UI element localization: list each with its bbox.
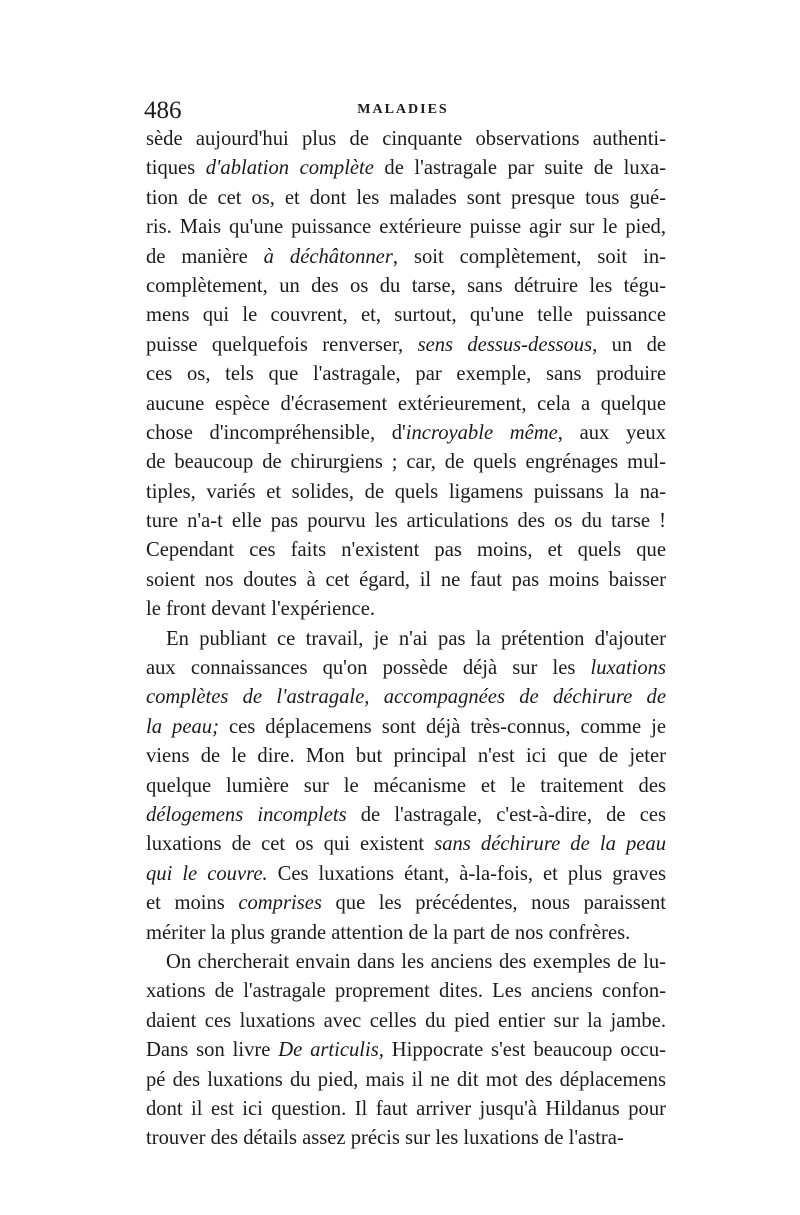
text-run: le front devant l'expérience. [146,598,375,621]
text-run: soient nos doutes à cet égard, il ne faut pas moins baisser [146,568,666,591]
text-run: complètement, un des os du tarse, sans détruire les tégu- [146,274,666,297]
text-line [146,625,666,654]
text-line [146,948,666,977]
text-line [146,536,666,565]
text-line [146,243,666,272]
text-run: mens qui le couvrent, et, surtout, qu'une telle puissance [146,304,666,327]
text-run: , un de [592,333,667,356]
italic-run: délogemens incomplets [146,803,347,826]
text-run: tiples, variés et solides, de quels ligamens puissans la na- [146,480,666,503]
text-run: aucune espèce d'écrasement extérieurement, cela a quelque [146,392,666,415]
text-line [146,272,666,301]
text-line [146,478,666,507]
text-line [146,889,666,918]
text-line [146,1036,666,1065]
text-run: de manière [146,245,264,268]
text-line [146,507,666,536]
italic-run: incroyable même [405,421,558,444]
text-run: ces os, tels que l'astragale, par exemple, sans produire [146,363,666,386]
italic-run: qui le couvre. [146,862,268,885]
text-run: de beaucoup de chirurgiens ; car, de quels engrénages mul- [146,451,666,474]
text-run: ris. Mais qu'une puissance extérieure puisse agir sur le pied, [146,216,666,239]
italic-run: d'ablation complète [205,157,374,180]
text-run: et moins [146,892,239,915]
text-run: , aux yeux [557,421,667,444]
text-line [146,331,666,360]
text-line [146,1007,666,1036]
text-line [146,301,666,330]
text-run: viens de le dire. Mon but principal n'est ici que de jeter [146,745,666,768]
text-run: de l'astragale par suite de luxa- [373,157,666,180]
text-run: , soit complètement, soit in- [392,245,666,268]
text-line [146,713,666,742]
body-text [146,125,666,1154]
paragraph [146,948,666,1154]
text-run: dont il est ici question. Il faut arriver jusqu'à Hildanus pour [146,1097,666,1120]
text-line [146,595,666,624]
text-run: En publiant ce travail, je n'ai pas la prétention d'ajouter [166,627,666,650]
text-line [146,419,666,448]
text-run: trouver des détails assez précis sur les luxations de l'astra- [146,1127,624,1150]
italic-run: complètes de l'astragale, accompagnées de déchirure de [146,686,666,709]
text-line [146,801,666,830]
text-line [146,360,666,389]
text-run: chose d'incompréhensible, d' [146,421,406,444]
text-line [146,1124,666,1153]
text-run: puisse quelquefois renverser, [146,333,418,356]
text-line [146,566,666,595]
italic-run: la peau; [146,715,219,738]
text-line [146,184,666,213]
italic-run: sans déchirure de la peau [434,833,666,856]
text-run: luxations de cet os qui existent [146,833,435,856]
italic-run: comprises [238,892,322,915]
text-run: sède aujourd'hui plus de cinquante observations authenti- [146,128,666,150]
text-line [146,860,666,889]
text-run: xations de l'astragale proprement dites. Les anciens confon- [146,980,666,1003]
text-line [146,1095,666,1124]
italic-run: luxations [590,657,666,680]
text-line [146,742,666,771]
paragraph [146,125,666,625]
text-run: Ces luxations étant, à-la-fois, et plus graves [267,862,666,885]
text-run: daient ces luxations avec celles du pied entier sur la jambe. [146,1009,666,1032]
running-head [144,96,662,126]
text-run: Hippocrate s'est beaucoup occu- [383,1039,666,1062]
text-line [146,125,666,154]
text-run: de l'astragale, c'est-à-dire, de ces [346,803,666,826]
text-line [146,919,666,948]
text-line [146,683,666,712]
text-run: Cependant ces faits n'existent pas moins, et quels que [146,539,666,562]
text-run: Dans son livre [146,1039,279,1062]
text-run: tiques [146,157,206,180]
italic-run: à déchâtonner [263,245,393,268]
text-line [146,654,666,683]
text-run: pé des luxations du pied, mais il ne dit mot des déplacemens [146,1068,666,1091]
paragraph [146,625,666,948]
italic-run: sens dessus-dessous [417,333,593,356]
text-line [146,390,666,419]
text-run: tion de cet os, et dont les malades sont presque tous gué- [146,186,666,209]
text-run: ces déplacemens sont déjà très-connus, comme je [218,715,667,738]
text-run: mériter la plus grande attention de la part de nos confrères. [146,921,631,944]
text-run: On chercherait envain dans les anciens des exemples de lu- [166,950,666,973]
text-line [146,154,666,183]
text-line [146,1066,666,1095]
text-line [146,830,666,859]
text-line [146,213,666,242]
text-line [146,772,666,801]
text-line [146,448,666,477]
text-line [146,977,666,1006]
text-run: ture n'a-t elle pas pourvu les articulations des os du tarse ! [146,510,666,533]
page-number: 486 [144,97,182,124]
running-title: MALADIES [357,102,449,117]
text-run: que les précédentes, nous paraissent [321,892,666,915]
italic-run: De articulis, [278,1039,384,1062]
text-run: quelque lumière sur le mécanisme et le traitement des [146,774,666,797]
text-run: aux connaissances qu'on possède déjà sur les [146,657,591,680]
